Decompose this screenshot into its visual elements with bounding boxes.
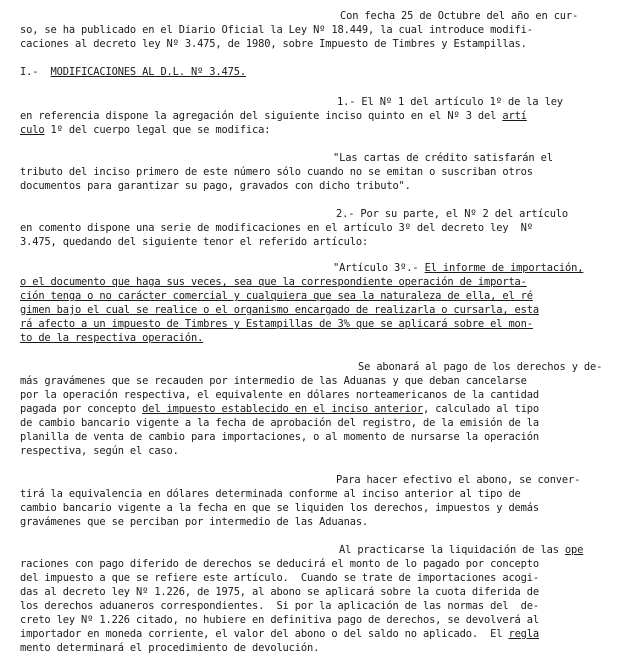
underlined-text: ope [564,544,584,556]
paragraph-line: cambio bancario vigente a la fecha en que se liquiden los derechos, impuestos y demás [20,502,539,514]
section-number: I.- [20,66,39,78]
paragraph-line [339,544,583,557]
quote-line: documentos para garantizar su pago, gravados con dicho tributo". [20,180,411,192]
quote-line [333,262,583,275]
paragraph-line: gravámenes que se perciban por intermedio de las Aduanas. [20,516,369,528]
paragraph-line: del impuesto a que se refiere este artículo. Cuando se trate de importaciones acogi- [20,572,539,584]
underlined-text: El informe de importación, [424,262,584,274]
paragraph-line: más gravámenes que se recauden por intermedio de las Aduanas y que deban cancelarse [20,375,527,387]
underlined-quote-line: o el documento que haga sus veces, sea que la correspondiente operación de importa- [20,276,527,288]
paragraph-line: 3.475, quedando del siguiente tenor el referido artículo: [20,236,369,248]
underlined-quote-line: rá afecto a un impuesto de Timbres y Estampillas de 3% que se aplicará sobre el mon- [20,318,533,330]
underlined-text: culo [20,124,45,136]
paragraph-line: raciones con pago diferido de derechos se deducirá el monto de lo pagado por concepto [20,558,539,570]
section-heading [20,66,246,79]
paragraph-line: das al decreto ley Nº 1.226, de 1975, al abono se aplicará sobre la cuota diferida de [20,586,539,598]
text-span: , calculado al tipo [423,403,540,415]
quote-line: "Las cartas de crédito satisfarán el [333,152,553,164]
paragraph-line: Se abonará al pago de los derechos y de- [358,361,603,373]
paragraph-line: respectiva, según el caso. [20,445,179,457]
paragraph-line [20,403,539,416]
underlined-text: artí [502,110,527,122]
underlined-text: del impuesto establecido en el inciso anterior [142,403,423,415]
paragraph-line: tirá la equivalencia en dólares determinada conforme al inciso anterior al tipo de [20,488,521,500]
paragraph-line: por la operación respectiva, el equivalente en dólares norteamericanos de la cantidad [20,389,539,401]
paragraph-line: mento determinará el procedimiento de devolución. [20,642,320,654]
intro-line: caciones al decreto ley Nº 3.475, de 1980, sobre Impuesto de Timbres y Estampillas. [20,38,527,50]
paragraph-line: 2.- Por su parte, el Nº 2 del artículo [336,208,569,220]
text-span: 1º del cuerpo legal que se modifica: [44,124,271,136]
paragraph-line: 1.- El Nº 1 del artículo 1º de la ley [337,96,563,108]
paragraph-line [20,124,270,137]
underlined-quote-line: ción tenga o no carácter comercial y cualquiera que sea la naturaleza de ella, el ré [20,290,533,302]
article-label: "Artículo 3º.- [333,262,425,274]
text-span: importador en moneda corriente, el valor del abono o del saldo no aplicado. El [20,628,509,640]
underlined-text: regla [508,628,539,640]
paragraph-line: los derechos aduaneros correspondientes. Si por la aplicación de las normas del de- [20,600,539,612]
paragraph-line: de cambio bancario vigente a la fecha de aprobación del registro, de la emisión de la [20,417,539,429]
quote-line: tributo del inciso primero de este número sólo cuando no se emitan o suscriban otros [20,166,533,178]
paragraph-line [20,110,527,123]
intro-line: so, se ha publicado en el Diario Oficial la Ley Nº 18.449, la cual introduce modifi- [20,24,533,36]
paragraph-line [20,628,539,641]
paragraph-line: Para hacer efectivo el abono, se conver- [336,474,581,486]
paragraph-line: creto ley Nº 1.226 citado, no hubiere en definitiva pago de derechos, se devolverá al [20,614,539,626]
paragraph-line: en comento dispone una serie de modificaciones en el artículo 3º del decreto ley Nº [20,222,533,234]
text-span: Al practicarse la liquidación de las [339,544,565,556]
text-span: pagada por concepto [20,403,143,415]
text-span: en referencia dispone la agregación del siguiente inciso quinto en el Nº 3 del [20,110,503,122]
section-title: MODIFICACIONES AL D.L. Nº 3.475. [50,66,246,78]
paragraph-line: planilla de venta de cambio para importaciones, o al momento de nursarse la operación [20,431,539,443]
underlined-quote-line: gimen bajo el cual se realice o el organismo encargado de realizarla o cursarla, esta [20,304,539,316]
intro-line: Con fecha 25 de Octubre del año en cur- [340,10,579,22]
underlined-quote-line: to de la respectiva operación. [20,332,204,344]
